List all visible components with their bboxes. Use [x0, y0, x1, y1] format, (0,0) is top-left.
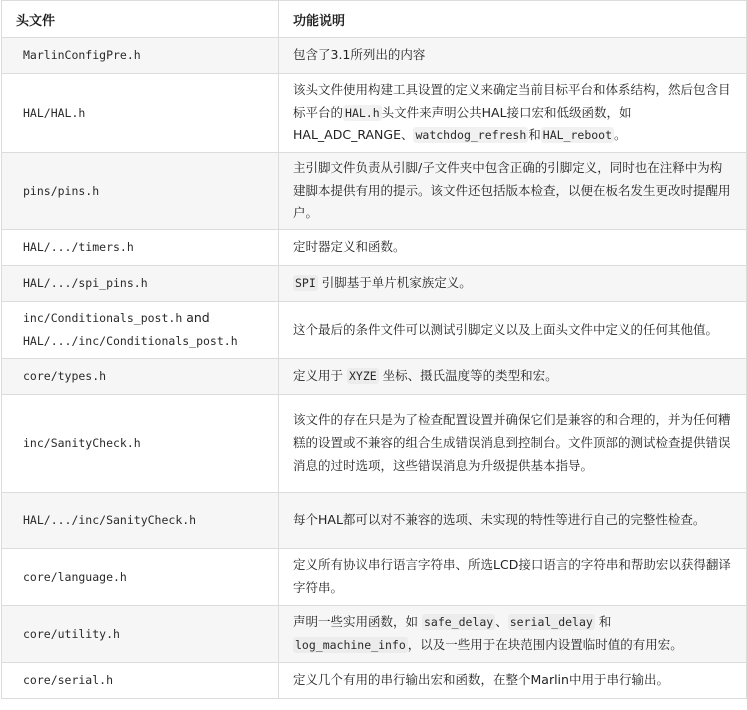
header-description-column: 功能说明 — [279, 1, 747, 38]
file-cell — [2, 493, 279, 549]
code-snippet: HAL/.../spi_pins.h — [23, 276, 148, 291]
text-segment: 。 — [614, 127, 627, 143]
text-segment: 该头文件使用构建工具设置的定义来确定当前目标平台和体系结构，然后包含目标平台的 — [293, 81, 731, 120]
code-snippet: watchdog_refresh — [415, 128, 527, 143]
code-snippet: HAL/.../timers.h — [23, 240, 134, 255]
code-snippet: HAL.h — [345, 105, 380, 120]
header-file-column: 头文件 — [2, 1, 279, 38]
code-snippet: core/serial.h — [23, 673, 114, 688]
table-row — [2, 493, 747, 549]
code-snippet: safe_delay — [423, 615, 494, 630]
description-cell — [279, 230, 747, 266]
description-cell — [279, 38, 747, 74]
table-row — [2, 549, 747, 606]
code-snippet: inc/Conditionals_post.h — [23, 311, 183, 326]
text-segment: 包含了3.1所列出的内容 — [293, 47, 426, 63]
text-segment: 定义用于 — [293, 368, 347, 384]
text-segment: 该文件的存在只是为了检查配置设置并确保它们是兼容的和合理的，并为任何糟糕的设置或不兼容的组合生成错误消息到控制台。文件顶部的测试检查提供错误消息的过时选项，这些错误消息为升级提供基本指导。 — [293, 412, 731, 473]
file-cell — [2, 606, 279, 663]
text-segment: 声明一些实用函数，如 — [293, 614, 422, 630]
code-snippet: HAL_reboot — [542, 128, 613, 143]
code-snippet: inc/SanityCheck.h — [23, 436, 141, 451]
code-snippet: HAL/.../inc/SanityCheck.h — [23, 513, 197, 528]
file-cell — [2, 359, 279, 395]
text-segment: 定时器定义和函数。 — [293, 239, 406, 255]
file-cell — [2, 153, 279, 230]
text-segment: 主引脚文件负责从引脚/子文件夹中包含正确的引脚定义，同时也在注释中为构建脚本提供有用的提示。该文件还包括版本检查，以便在板名发生更改时提醒用户。 — [293, 159, 731, 221]
table-row — [2, 38, 747, 74]
code-snippet: pins/pins.h — [23, 183, 100, 198]
file-cell — [2, 230, 279, 266]
header-files-table — [1, 0, 747, 699]
text-segment: ，以及一些用于在块范围内设置临时值的有用宏。 — [407, 637, 683, 652]
code-snippet: log_machine_info — [295, 638, 406, 652]
table-row — [2, 663, 747, 699]
file-cell — [2, 302, 279, 359]
text-segment: 定义所有协议串行语言字符串、所选LCD接口语言的字符串和帮助宏以获得翻译字符串。 — [293, 557, 731, 595]
text-segment: 、 — [495, 614, 508, 630]
description-cell — [279, 606, 747, 663]
description-cell — [279, 359, 747, 395]
file-cell — [2, 549, 279, 606]
file-cell — [2, 74, 279, 153]
code-snippet: SPI — [295, 276, 316, 291]
text-segment: 每个HAL都可以对不兼容的选项、未实现的特性等进行自己的完整性检查。 — [293, 512, 706, 528]
code-snippet: serial_delay — [509, 615, 593, 630]
code-snippet: HAL/HAL.h — [23, 105, 86, 120]
code-snippet: XYZE — [348, 369, 377, 384]
description-cell — [279, 549, 747, 606]
code-snippet: MarlinConfigPre.h — [23, 48, 141, 63]
text-segment: 坐标、摄氏温度等的类型和宏。 — [378, 368, 558, 384]
text-segment: 引脚基于单片机家族定义。 — [317, 275, 472, 291]
table-row — [2, 359, 747, 395]
text-segment: 定义几个有用的串行输出宏和函数，在整个Marlin中用于串行输出。 — [293, 672, 669, 688]
description-cell — [279, 663, 747, 699]
text-segment: and — [182, 310, 210, 326]
file-cell — [2, 266, 279, 302]
table-row — [2, 302, 747, 359]
description-cell — [279, 266, 747, 302]
description-cell — [279, 74, 747, 153]
code-snippet: HAL/.../inc/Conditionals_post.h — [23, 334, 238, 348]
description-cell — [279, 395, 747, 493]
table-header-row — [2, 1, 747, 38]
code-snippet: core/language.h — [23, 569, 127, 584]
text-segment: 和 — [594, 614, 612, 630]
table-row — [2, 153, 747, 230]
table-row — [2, 395, 747, 493]
text-segment: 头文件来声明公共HAL接口宏和低级函数，如HAL_ADC_RANGE、 — [293, 104, 632, 143]
code-snippet: core/types.h — [23, 369, 107, 384]
table-row — [2, 74, 747, 153]
description-cell — [279, 493, 747, 549]
description-cell — [279, 302, 747, 359]
description-cell — [279, 153, 747, 230]
code-snippet: core/utility.h — [23, 626, 120, 641]
file-cell — [2, 38, 279, 74]
file-cell — [2, 395, 279, 493]
table-row — [2, 230, 747, 266]
table-row — [2, 606, 747, 663]
file-cell — [2, 663, 279, 699]
text-segment: 和 — [528, 127, 541, 143]
table-row — [2, 266, 747, 302]
text-segment: 这个最后的条件文件可以测试引脚定义以及上面头文件中定义的任何其他值。 — [293, 321, 719, 337]
